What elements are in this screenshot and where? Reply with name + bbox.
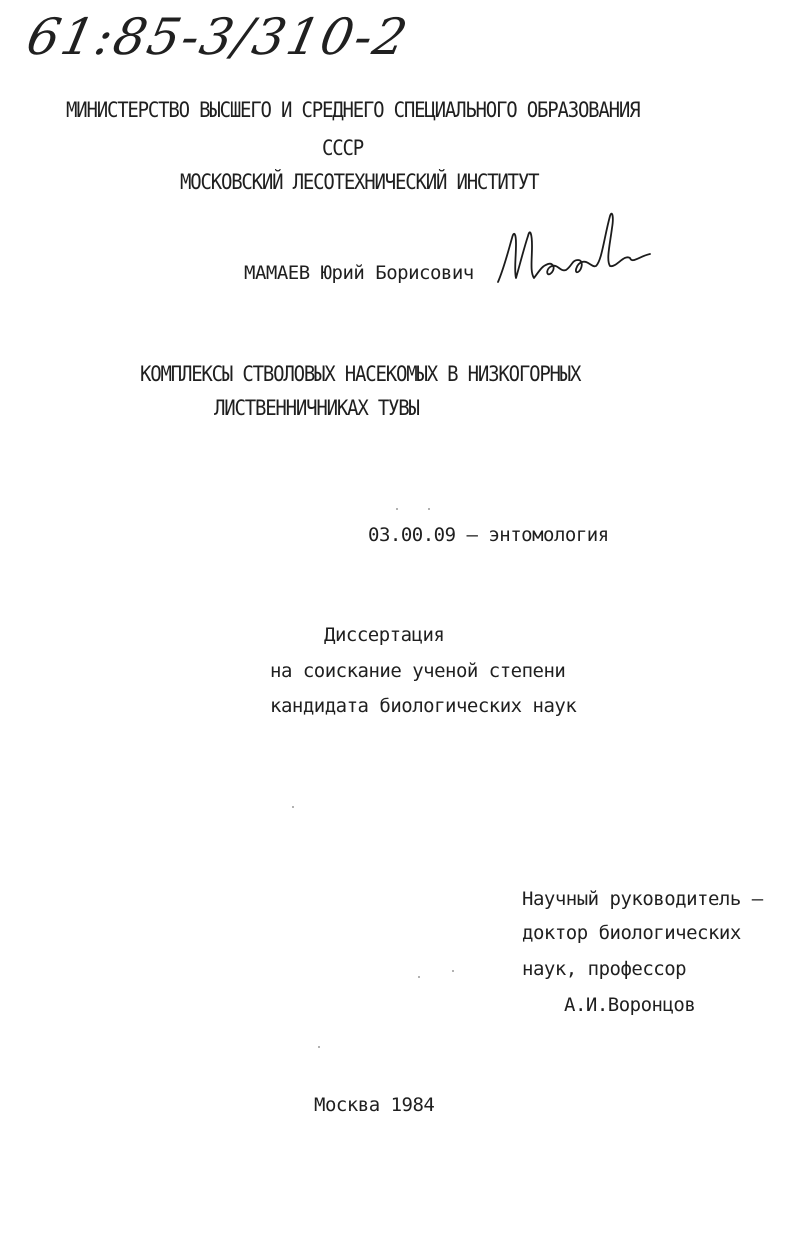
scan-speck — [452, 970, 454, 972]
archive-number: 61:85-3/310-2 — [21, 8, 414, 66]
author-signature — [494, 208, 654, 288]
scan-speck — [428, 508, 430, 510]
specialty-code: 03.00.09 – энтомология — [368, 524, 609, 546]
degree-line-3: кандидата биологических наук — [270, 695, 577, 717]
title-line-2: ЛИСТВЕННИЧНИКАХ ТУВЫ — [214, 395, 419, 421]
supervisor-line-3: наук, профессор — [522, 958, 687, 980]
country-line: СССР — [322, 135, 363, 161]
title-line-1: КОМПЛЕКСЫ СТВОЛОВЫХ НАСЕКОМЫХ В НИЗКОГОРНЫХ — [140, 361, 581, 387]
place-and-year: Москва 1984 — [314, 1094, 435, 1116]
degree-line-2: на соискание ученой степени — [270, 660, 566, 682]
scan-speck — [418, 976, 420, 978]
scan-speck — [292, 806, 294, 808]
scan-speck — [318, 1046, 320, 1048]
degree-line-1: Диссертация — [324, 624, 445, 646]
supervisor-line-1: Научный руководитель – — [522, 888, 763, 910]
author-name: МАМАЕВ Юрий Борисович — [244, 262, 474, 284]
scan-speck — [396, 508, 398, 510]
ministry-line: МИНИСТЕРСТВО ВЫСШЕГО И СРЕДНЕГО СПЕЦИАЛЬНОГО ОБРАЗОВАНИЯ — [66, 97, 640, 123]
supervisor-name: А.И.Воронцов — [564, 994, 696, 1016]
supervisor-line-2: доктор биологических — [522, 922, 741, 944]
institute-line: МОСКОВСКИЙ ЛЕСОТЕХНИЧЕСКИЙ ИНСТИТУТ — [180, 169, 539, 195]
